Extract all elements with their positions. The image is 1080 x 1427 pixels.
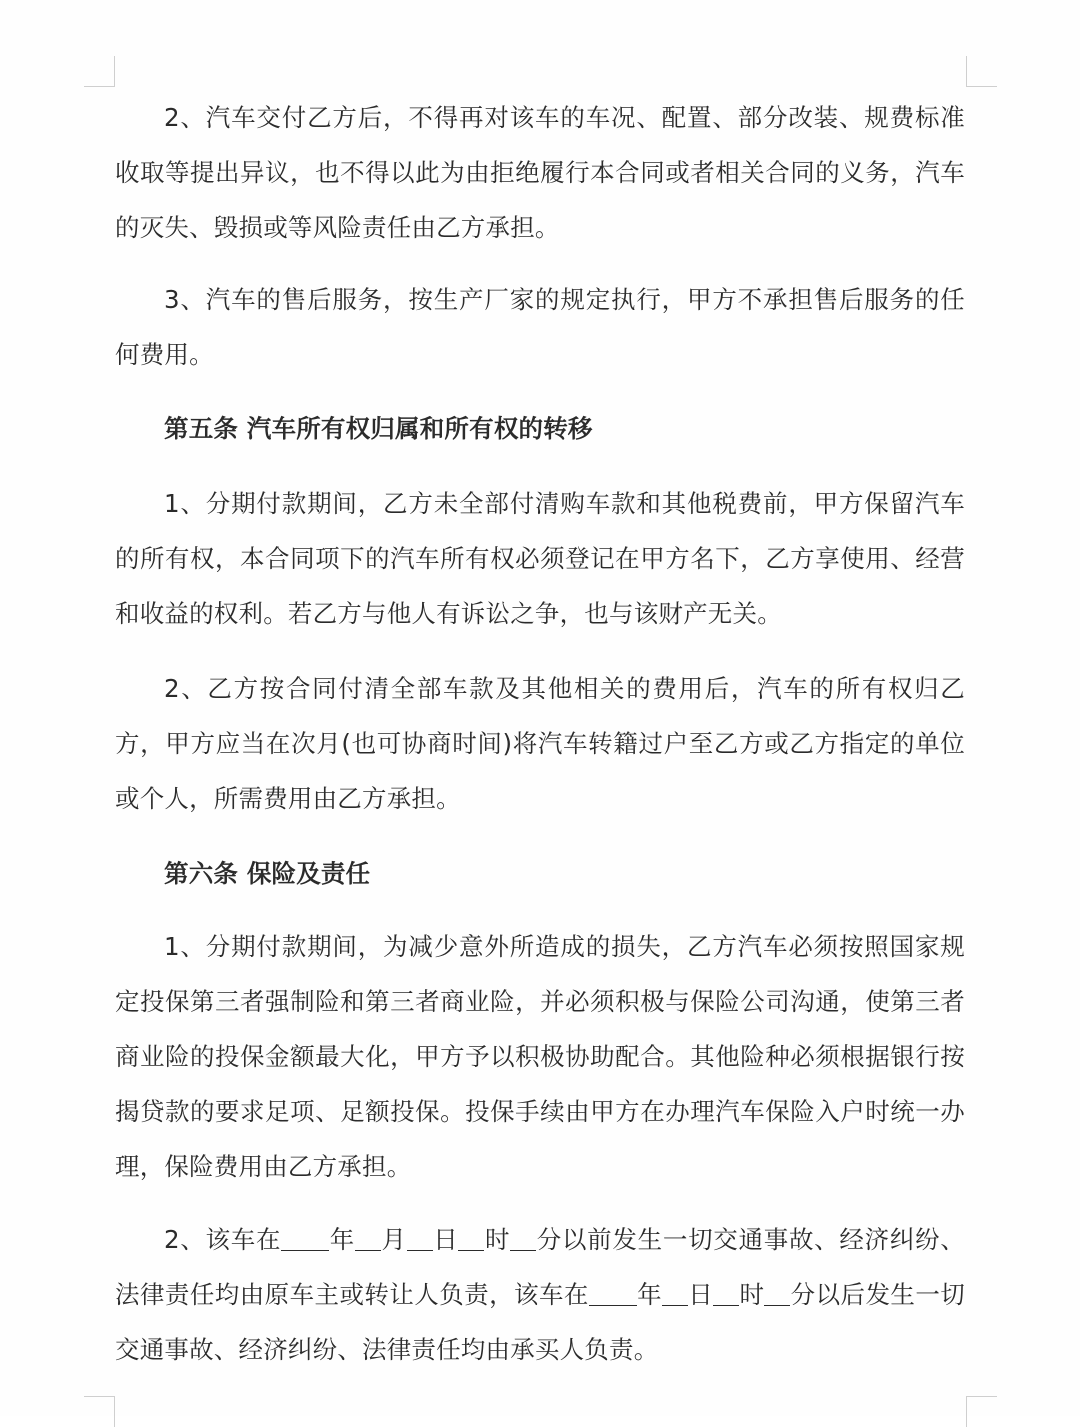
text-segment: 时	[484, 1225, 511, 1254]
clause-paragraph: 3、汽车的售后服务，按生产厂家的规定执行，甲方不承担售后服务的任何费用。	[115, 285, 965, 369]
fill-in-blank-month	[355, 1224, 381, 1251]
text-segment: 日	[432, 1225, 459, 1254]
text-segment: 分以后发生一切交通事故、经济纠纷、法律责任均由承买人负责。	[115, 1280, 965, 1364]
text-segment: 年	[329, 1225, 355, 1254]
page-corner-mark-bottom-right	[966, 1396, 997, 1427]
fill-in-blank-day	[407, 1224, 433, 1251]
fill-in-blank-day	[662, 1279, 688, 1306]
article-heading: 第六条 保险及责任	[164, 859, 371, 888]
text-segment: 年	[636, 1280, 663, 1309]
clause-paragraph: 1、分期付款期间，为减少意外所造成的损失，乙方汽车必须按照国家规定投保第三者强制险和第三者商业险，并必须积极与保险公司沟通，使第三者商业险的投保金额最大化，甲方予以积极协助配合。其他险种必须根据银行按揭贷款的要求足项、足额投保。投保手续由甲方在办理汽车保险入户时统一办理，保险费用由乙方承担。	[115, 932, 965, 1181]
fill-in-blank-minute	[764, 1279, 790, 1306]
text-segment: 2、该车在	[164, 1225, 282, 1254]
document-body	[115, 90, 965, 1377]
fill-in-blank-hour	[713, 1279, 739, 1306]
text-segment: 分以前发生一切交通事故、经济纠纷、法律责任均由原车主或转让人负责，该车在	[115, 1225, 965, 1309]
clause-paragraph: 2、汽车交付乙方后，不得再对该车的车况、配置、部分改装、规费标准收取等提出异议，也不得以此为由拒绝履行本合同或者相关合同的义务，汽车的灭失、毁损或等风险责任由乙方承担。	[115, 103, 965, 242]
text-segment: 时	[739, 1280, 765, 1309]
page-corner-mark-top-right	[966, 56, 997, 87]
page-corner-mark-bottom-left	[84, 1396, 115, 1427]
fill-in-blank-year	[281, 1224, 329, 1251]
fill-in-blank-year	[589, 1279, 637, 1306]
text-segment: 月	[380, 1225, 407, 1254]
clause-paragraph: 1、分期付款期间，乙方未全部付清购车款和其他税费前，甲方保留汽车的所有权，本合同项下的汽车所有权必须登记在甲方名下，乙方享使用、经营和收益的权利。若乙方与他人有诉讼之争，也与该财产无关。	[115, 489, 965, 628]
fill-in-blank-minute	[510, 1224, 536, 1251]
clause-paragraph: 2、乙方按合同付清全部车款及其他相关的费用后，汽车的所有权归乙方，甲方应当在次月(也可协商时间)将汽车转籍过户至乙方或乙方指定的单位或个人，所需费用由乙方承担。	[115, 674, 965, 813]
clause-paragraph-with-blanks	[115, 1212, 965, 1377]
text-segment: 日	[688, 1280, 714, 1309]
page-corner-mark-top-left	[84, 56, 115, 87]
fill-in-blank-hour	[458, 1224, 484, 1251]
article-heading: 第五条 汽车所有权归属和所有权的转移	[164, 414, 593, 443]
